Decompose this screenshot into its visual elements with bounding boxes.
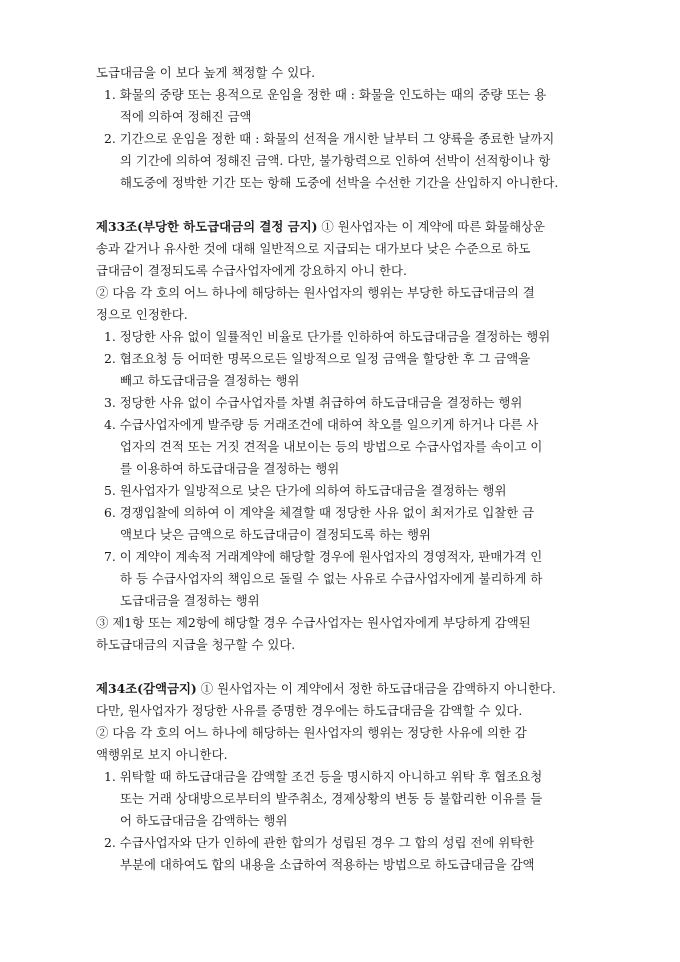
list-item: 2. 협조요청 등 어떠한 명목으로든 일방적으로 일정 금액을 할당한 후 그 금액을 — [104, 351, 531, 366]
section-gap — [96, 194, 596, 216]
article-34-text: ① 원사업자는 이 계약에서 정한 하도급대금을 감액하지 아니한다. — [196, 681, 556, 696]
list-item: 3. 정당한 사유 없이 수급사업자를 차별 취급하여 하도급대금을 결정하는 행위 — [104, 395, 523, 410]
paragraph-line: 다만, 원사업자가 정당한 사유를 증명한 경우에는 하도급대금을 감액할 수 있다. — [96, 703, 523, 718]
article-33-first-line — [96, 216, 596, 238]
paragraph-line: 액행위로 보지 아니한다. — [96, 747, 228, 762]
article-33-text: ① 원사업자는 이 계약에 따른 화물해상운 — [317, 219, 545, 234]
paragraph-line: ③ 제1항 또는 제2항에 해당할 경우 수급사업자는 원사업자에게 부당하게 감액된 — [96, 615, 531, 630]
paragraph-line: ② 다음 각 호의 어느 하나에 해당하는 원사업자의 행위는 정당한 사유에 의한 감 — [96, 725, 527, 740]
list-item: 7. 이 계약이 계속적 거래계약에 해당할 경우에 원사업자의 경영적자, 판매가격 인 — [104, 549, 543, 564]
article-34-heading: 제34조(감액금지) — [96, 681, 197, 696]
list-item: 1. 화물의 중량 또는 용적으로 운임을 정한 때 : 화물을 인도하는 때의 중량 또는 용 — [104, 87, 547, 102]
list-item-continuation: 도급대금을 결정하는 행위 — [120, 593, 260, 608]
list-item: 1. 위탁할 때 하도급대금을 감액할 조건 등을 명시하지 아니하고 위탁 후 협조요청 — [104, 769, 543, 784]
paragraph-line: 정으로 인정한다. — [96, 307, 188, 322]
list-item: 6. 경쟁입찰에 의하여 이 계약을 체결할 때 정당한 사유 없이 최저가로 입찰한 금 — [104, 505, 535, 520]
paragraph-line: 도급대금을 이 보다 높게 책정할 수 있다. — [96, 65, 316, 80]
article-34-first-line — [96, 678, 596, 700]
list-item: 5. 원사업자가 일방적으로 낮은 단가에 의하여 하도급대금을 결정하는 행위 — [104, 483, 507, 498]
document-page — [96, 62, 596, 876]
list-item: 4. 수급사업자에게 발주량 등 거래조건에 대하여 착오를 일으키게 하거나 다른 사 — [104, 417, 539, 432]
list-item: 1. 정당한 사유 없이 일률적인 비율로 단가를 인하하여 하도급대금을 결정하는 행위 — [104, 329, 551, 344]
list-item-continuation: 빼고 하도급대금을 결정하는 행위 — [120, 373, 300, 388]
list-item-continuation: 업자의 견적 또는 거짓 견적을 내보이는 등의 방법으로 수급사업자를 속이고 이 — [120, 439, 543, 454]
list-item-continuation: 적에 의하여 정해진 금액 — [120, 109, 252, 124]
section-gap — [96, 656, 596, 678]
list-item: 2. 기간으로 운임을 정한 때 : 화물의 선적을 개시한 날부터 그 양륙을 종료한 날까지 — [104, 131, 555, 146]
list-item-continuation: 부분에 대하여도 합의 내용을 소급하여 적용하는 방법으로 하도급대금을 감액 — [120, 857, 535, 872]
list-item-continuation: 의 기간에 의하여 정해진 금액. 다만, 불가항력으로 인하여 선박이 선적항이나 항 — [120, 153, 551, 168]
list-item-continuation: 어 하도급대금을 감액하는 행위 — [120, 813, 288, 828]
list-item-continuation: 액보다 낮은 금액으로 하도급대금이 결정되도록 하는 행위 — [120, 527, 431, 542]
list-item-continuation: 해도중에 정박한 기간 또는 항해 도중에 선박을 수선한 기간을 산입하지 아니한다. — [120, 175, 559, 190]
paragraph-line: 하도급대금의 지급을 청구할 수 있다. — [96, 637, 296, 652]
list-item: 2. 수급사업자와 단가 인하에 관한 합의가 성립된 경우 그 합의 성립 전에 위탁한 — [104, 835, 535, 850]
list-item-continuation: 를 이용하여 하도급대금을 결정하는 행위 — [120, 461, 340, 476]
list-item-continuation: 또는 거래 상대방으로부터의 발주취소, 경제상황의 변동 등 불합리한 이유를 들 — [120, 791, 543, 806]
paragraph-line: ② 다음 각 호의 어느 하나에 해당하는 원사업자의 행위는 부당한 하도급대금의 결 — [96, 285, 535, 300]
paragraph-line: 송과 같거나 유사한 것에 대해 일반적으로 지급되는 대가보다 낮은 수준으로 하도 — [96, 241, 531, 256]
paragraph-line: 급대금이 결정되도록 수급사업자에게 강요하지 아니 한다. — [96, 263, 407, 278]
article-33-heading: 제33조(부당한 하도급대금의 결정 금지) — [96, 219, 318, 234]
list-item-continuation: 하 등 수급사업자의 책임으로 돌릴 수 없는 사유로 수급사업자에게 불리하게 하 — [120, 571, 543, 586]
